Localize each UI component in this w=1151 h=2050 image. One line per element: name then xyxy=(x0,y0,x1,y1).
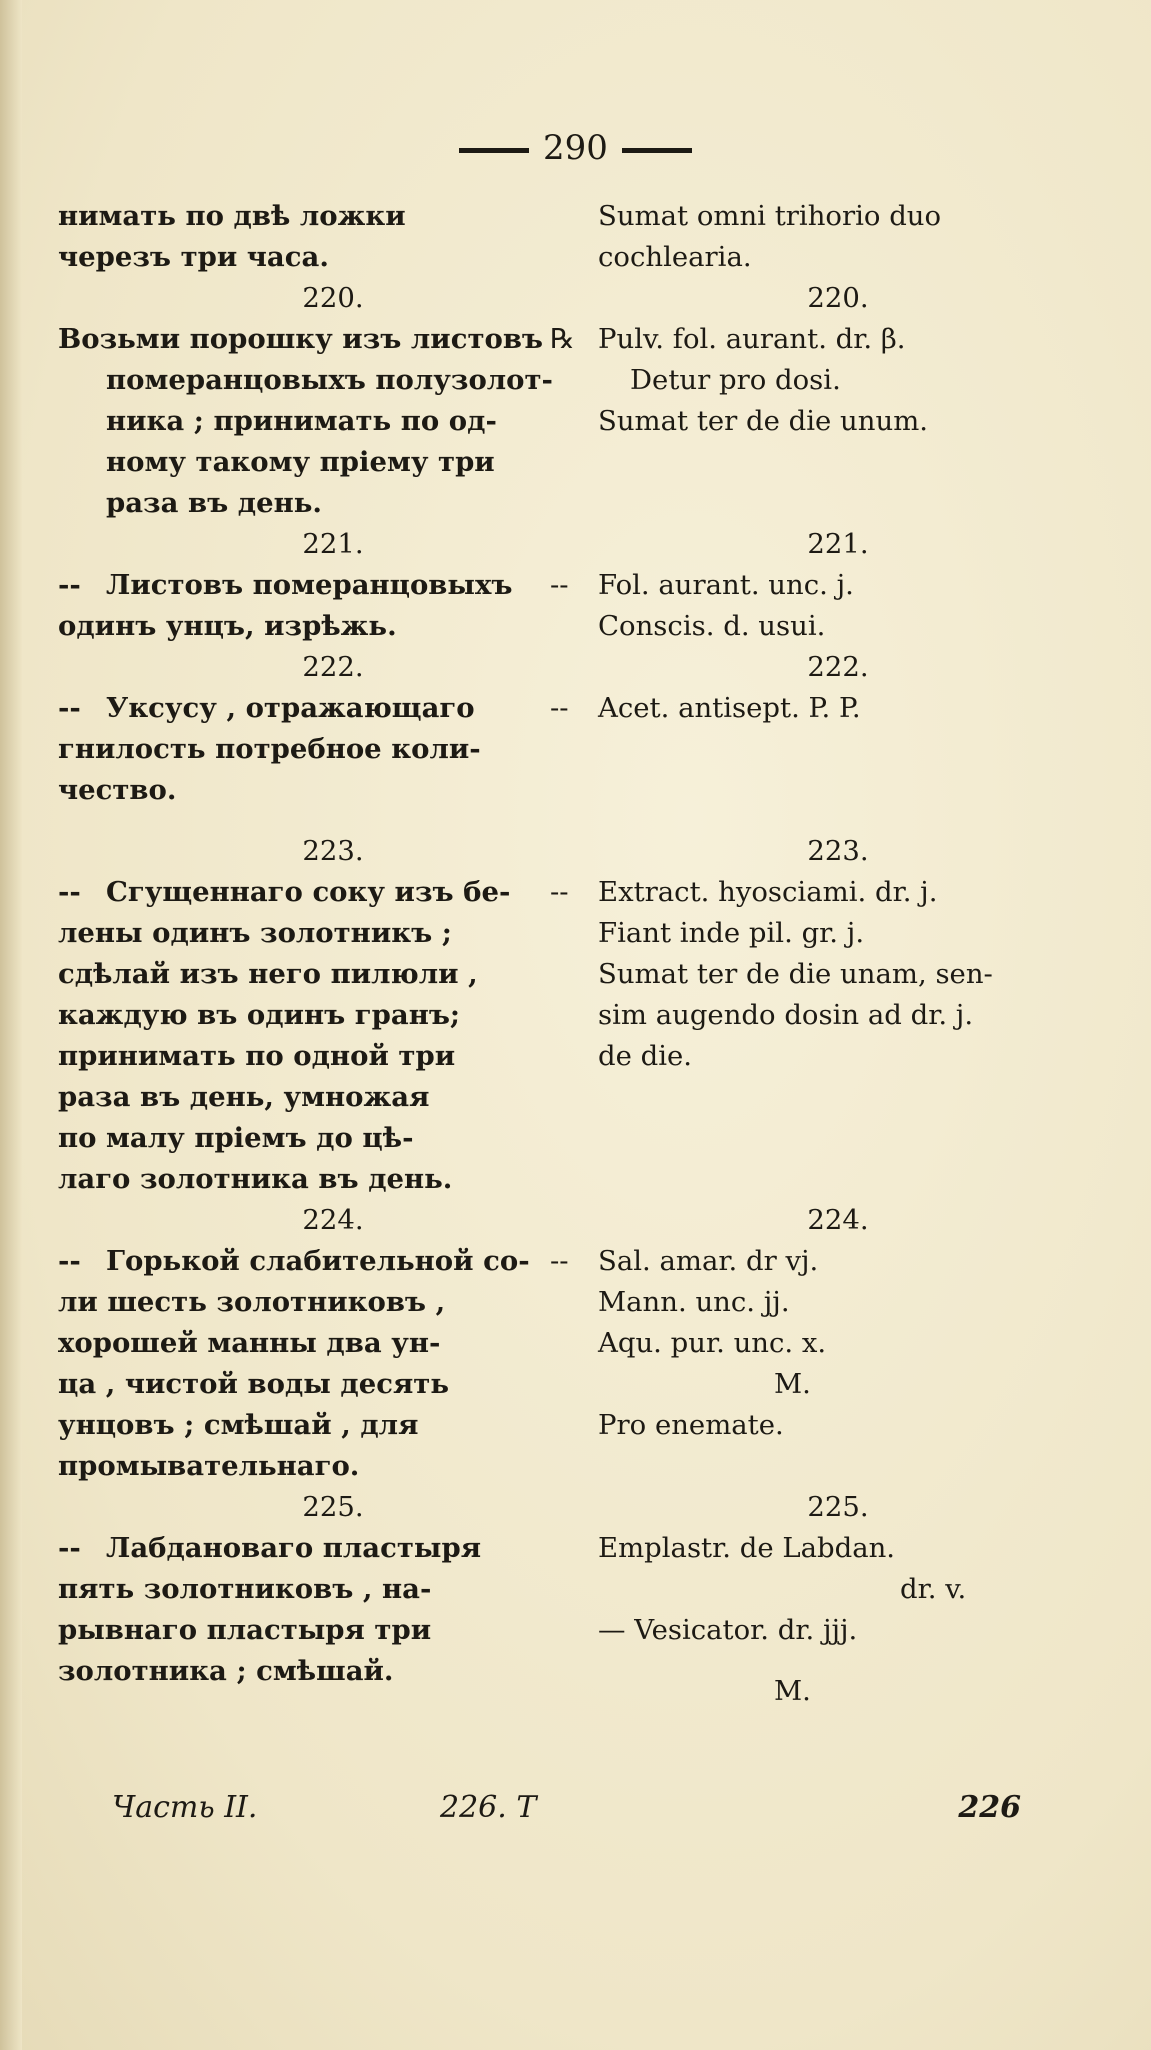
recipe-line: каждую въ одинъ гранъ; xyxy=(58,999,461,1031)
dash-mark: -- xyxy=(58,876,81,908)
recipe-line: пять золотниковъ , на- xyxy=(58,1573,432,1605)
prescription-line: Acet. antisept. P. P. xyxy=(598,692,861,724)
recipe-line: раза въ день. xyxy=(106,487,322,519)
russian-column xyxy=(58,196,568,1692)
prescription-225 xyxy=(578,1487,1098,1712)
dash-mark: -- xyxy=(58,1245,81,1277)
prescription-222 xyxy=(550,647,1098,729)
header-rule-left xyxy=(459,148,529,153)
recipe-line: лаго золотника въ день. xyxy=(58,1163,453,1195)
prescription-220 xyxy=(550,278,1098,442)
prescription-line: Emplastr. de Labdan. xyxy=(598,1532,896,1564)
recipe-line: рывнаго пластыря три xyxy=(58,1614,432,1646)
dash-mark: -- xyxy=(550,569,569,601)
prescription-223 xyxy=(550,831,1098,1077)
footer-signature: 226. T xyxy=(440,1790,537,1825)
recipe-line: померанцовыхъ полузолот- xyxy=(106,364,553,396)
prescription-line: Extract. hyosciami. dr. j. xyxy=(598,876,938,908)
recipe-line: Сгущеннаго соку изъ бе- xyxy=(106,876,511,908)
recipe-line: по малу пріемъ до цѣ- xyxy=(58,1122,414,1154)
footer-catchword: 226 xyxy=(958,1790,1021,1825)
recipe-number: 221. xyxy=(302,528,364,560)
page-header xyxy=(0,128,1151,168)
prescription-line: Fol. aurant. unc. j. xyxy=(598,569,854,601)
prescription-line: M. xyxy=(774,1368,811,1400)
recipe-223 xyxy=(58,831,568,1200)
recipe-line: принимать по одной три xyxy=(58,1040,456,1072)
prescription-221 xyxy=(550,524,1098,647)
prescription-line: Mann. unc. jj. xyxy=(598,1286,790,1318)
page-number: 290 xyxy=(543,128,608,168)
prescription-line: Fiant inde pil. gr. j. xyxy=(598,917,865,949)
dash-mark: -- xyxy=(550,1245,569,1277)
prescription-number: 223. xyxy=(807,835,869,867)
intro-line: Sumat omni trihorio duo xyxy=(598,200,942,232)
recipe-symbol: ℞ xyxy=(550,323,575,355)
prescription-line: Sal. amar. dr vj. xyxy=(598,1245,819,1277)
recipe-line: Уксусу , отражающаго xyxy=(106,692,475,724)
recipe-line: раза въ день, умножая xyxy=(58,1081,430,1113)
prescription-line: de die. xyxy=(598,1040,693,1072)
recipe-line: Возьми порошку изъ листовъ xyxy=(58,323,544,355)
recipe-line: гнилость потребное коли- xyxy=(58,733,481,765)
prescription-line: Aqu. pur. unc. x. xyxy=(598,1327,827,1359)
prescription-line: Detur pro dosi. xyxy=(630,364,841,396)
prescription-224 xyxy=(550,1200,1098,1446)
recipe-line: промывательнаго. xyxy=(58,1450,360,1482)
recipe-line: ному такому пріему три xyxy=(106,446,495,478)
recipe-number: 223. xyxy=(302,835,364,867)
prescription-number: 224. xyxy=(807,1204,869,1236)
prescription-line: Sumat ter de die unam, sen- xyxy=(598,958,993,990)
intro-line: cochlearia. xyxy=(598,241,752,273)
recipe-line: ника ; принимать по од- xyxy=(106,405,497,437)
page-edge xyxy=(0,0,22,2050)
dash-mark: -- xyxy=(58,569,81,601)
recipe-number: 225. xyxy=(302,1491,364,1523)
recipe-line: Горькой слабительной со- xyxy=(106,1245,530,1277)
recipe-line: Листовъ померанцовыхъ xyxy=(106,569,513,601)
recipe-number: 224. xyxy=(302,1204,364,1236)
dash-mark: -- xyxy=(550,692,569,724)
recipe-line: золотника ; смѣшай. xyxy=(58,1655,394,1687)
recipe-line: Лабдановаго пластыря xyxy=(106,1532,482,1564)
prescription-line: Pulv. fol. aurant. dr. β. xyxy=(598,323,906,355)
prescription-number: 225. xyxy=(807,1491,869,1523)
prescription-line: Sumat ter de die unum. xyxy=(598,405,929,437)
dash-mark: -- xyxy=(58,692,81,724)
dash-mark: -- xyxy=(550,876,569,908)
recipe-line: хорошей манны два ун- xyxy=(58,1327,441,1359)
prescription-number: 221. xyxy=(807,528,869,560)
footer-part: Часть II. xyxy=(112,1790,258,1825)
recipe-line: сдѣлай изъ него пилюли , xyxy=(58,958,478,990)
prescription-line: Conscis. d. usui. xyxy=(598,610,826,642)
prescription-line: dr. v. xyxy=(900,1573,967,1605)
recipe-number: 222. xyxy=(302,651,364,683)
recipe-line: ца , чистой воды десять xyxy=(58,1368,449,1400)
dash-mark: -- xyxy=(58,1532,81,1564)
prescription-number: 222. xyxy=(807,651,869,683)
recipe-line: унцовъ ; смѣшай , для xyxy=(58,1409,419,1441)
prescription-line: sim augendo dosin ad dr. j. xyxy=(598,999,974,1031)
recipe-221 xyxy=(58,524,568,647)
intro-line: нимать по двѣ ложки xyxy=(58,200,406,232)
prescription-line: Pro enemate. xyxy=(598,1409,784,1441)
prescription-number: 220. xyxy=(807,282,869,314)
prescription-line: M. xyxy=(774,1675,811,1707)
recipe-line: одинъ унцъ, изрѣжь. xyxy=(58,610,397,642)
recipe-number: 220. xyxy=(302,282,364,314)
recipe-line: лены одинъ золотникъ ; xyxy=(58,917,452,949)
recipe-224 xyxy=(58,1200,568,1487)
recipe-222 xyxy=(58,647,568,811)
header-rule-right xyxy=(622,148,692,153)
recipe-line: чество. xyxy=(58,774,177,806)
recipe-225 xyxy=(58,1487,568,1692)
recipe-220 xyxy=(58,278,568,524)
latin-column xyxy=(550,196,1098,1712)
intro-line: черезъ три часа. xyxy=(58,241,329,273)
recipe-line: ли шесть золотниковъ , xyxy=(58,1286,446,1318)
prescription-line: — Vesicator. dr. jjj. xyxy=(598,1614,858,1646)
